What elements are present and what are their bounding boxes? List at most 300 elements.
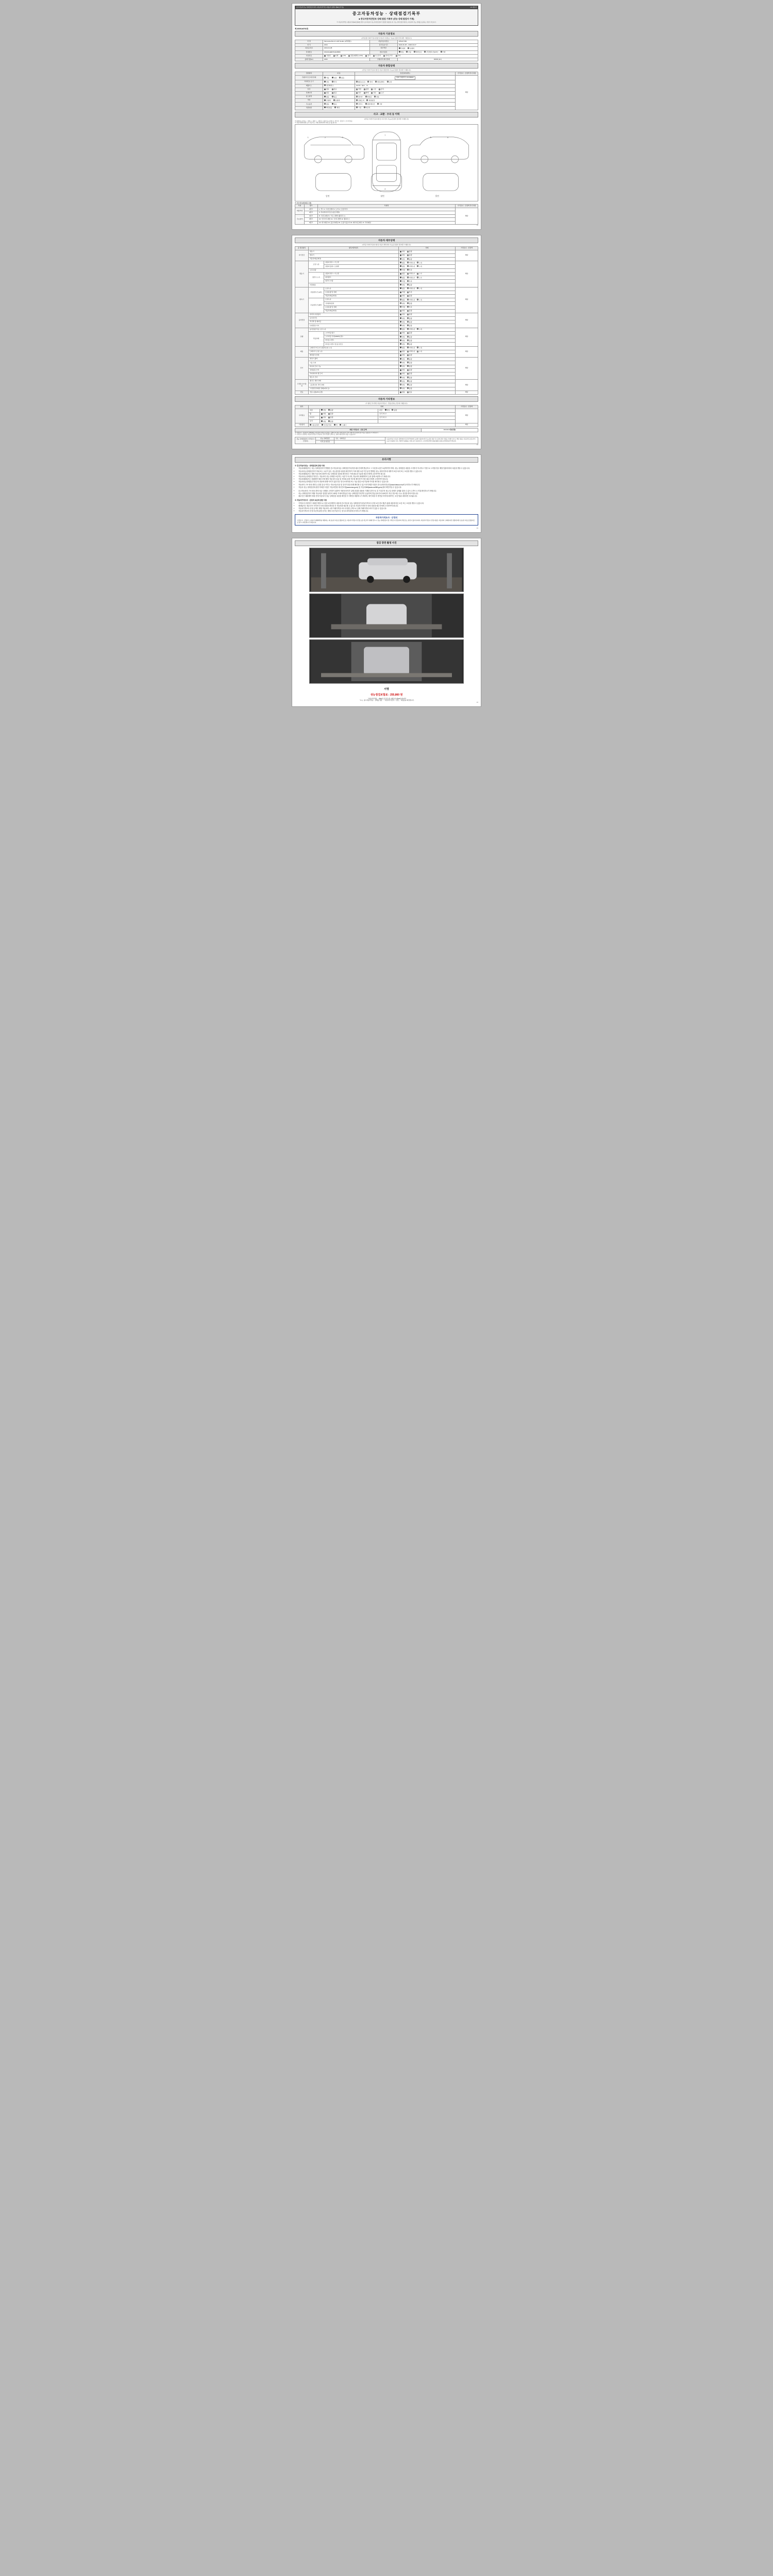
page-footer-3: 3/4 [476, 527, 478, 529]
opt-bad[interactable]: 불량 [392, 409, 397, 411]
opt-corrosion[interactable]: 부식 [332, 81, 337, 83]
opt-good[interactable]: 양호 [400, 372, 405, 375]
opt-ok[interactable]: 적정 [400, 280, 405, 282]
table-row [295, 353, 478, 357]
opt-bad[interactable]: 불량 [407, 377, 412, 379]
detail-opts-1-0 [399, 261, 456, 265]
detail-item-0-1: 변속기 [309, 253, 399, 257]
detail-opts-1-6 [399, 283, 456, 287]
inspection-photo-2 [309, 594, 464, 638]
page-footer-2: 2/4 [476, 444, 478, 446]
basic-items-checks [309, 423, 456, 427]
opt-good[interactable]: 양호 [321, 409, 326, 411]
opt-yes[interactable]: 있음 [332, 88, 337, 90]
opt-good[interactable]: 양호 [400, 284, 405, 286]
section-accident-title: 사고 · 교환 · 수리 등 이력 [295, 112, 478, 117]
opt-modified[interactable]: 변조(변타) [375, 81, 384, 83]
opt-good[interactable]: 양호 [400, 369, 405, 371]
opt-micro[interactable]: 미세누유 [407, 299, 415, 301]
table-row [295, 298, 478, 302]
list-item: • 매매업자는 매수인이 가격조사·산정 내용을 확인한 후 자동차를 매수할 수 있도록 자동차가격조사·산정 내용을 매수인에게 고지하여야 합니다. [298, 505, 478, 507]
overall-detail-1 [355, 80, 456, 84]
detail-item-5-2: 배력장치 상태 [309, 353, 399, 357]
opt-bad[interactable]: 불량 [407, 369, 412, 371]
detail-col-2: 상태 [399, 247, 456, 250]
other-opts-0 [320, 409, 378, 412]
opt-bad[interactable]: 불량 [407, 258, 412, 260]
detail-item-6-4: 라디에이터 팬 모터 [309, 372, 399, 376]
page-footer-1: 1/4 [476, 225, 478, 227]
opt-erased[interactable]: 도말 [387, 81, 392, 83]
opt-leak[interactable]: 누수 [417, 273, 422, 275]
guarantee-box [295, 514, 478, 526]
other-opts-1 [320, 412, 378, 416]
basic-label-color: 외부색상 [369, 47, 397, 50]
table-row [295, 283, 478, 287]
detail-opts-6-1 [399, 361, 456, 365]
table-row [295, 250, 478, 253]
opt-bad[interactable]: 불량 [407, 365, 412, 367]
opt-bad[interactable]: 불량 [407, 380, 412, 382]
opt-micro[interactable]: 미세누유 [407, 262, 415, 264]
opt-good[interactable]: 양호 [400, 343, 405, 345]
opt-rental[interactable]: 렌터카 [356, 96, 363, 98]
page-footer-4: 4/4 [476, 701, 478, 703]
opt-bad[interactable]: 불량 [328, 420, 333, 422]
section-accident-sub: (자격증 기재가격 통지사항 및 사고이력 / 성능을 점검한 경우에만 기재합니다) [364, 118, 409, 120]
opt-leak[interactable]: 누유 [417, 265, 422, 267]
opt-none[interactable]: 없음 [400, 328, 405, 330]
table-row [295, 50, 478, 54]
opt-bad[interactable]: 불량 [407, 358, 412, 360]
opt-different[interactable]: 상이 [367, 81, 373, 83]
detail-item-2-3: 수동변속기 (M/T) [309, 298, 324, 313]
trans-opt-3[interactable]: 무단변속기(CVT) [424, 51, 438, 53]
detail-sub-2-2: 작동상태(공회전) [324, 294, 399, 298]
mileage-value: 현재 주행거리 | 41,362km [395, 76, 415, 80]
detail-item-3-3: 디퍼렌셜 기어 [309, 324, 399, 328]
opt-good[interactable]: 양호 [400, 250, 405, 252]
svg-text:2: 2 [325, 135, 326, 139]
opt-good[interactable]: 양호 [400, 302, 405, 304]
basic-label2-1: 검사유효기간 [369, 43, 397, 46]
opt-leak[interactable]: 누유 [417, 287, 422, 290]
opt-yes[interactable]: 있음 [332, 103, 337, 105]
detail-item-1-0: 오일 누유 [309, 261, 324, 268]
document-page [0, 0, 773, 722]
opt-commercial[interactable]: 영업용 [365, 96, 372, 98]
opt-good[interactable]: 양호 [400, 362, 405, 364]
opt-low[interactable]: 부족 [407, 306, 412, 308]
accident-legend-2: ※ 차량 상태에 대한 표기 기준으로, 기재 위치에 따라 부위 표시를 합니다. [295, 122, 338, 124]
detail-opts-7-2 [399, 387, 456, 391]
opt-fire[interactable]: 화재 [364, 92, 369, 94]
opt-none[interactable]: 없음 [324, 96, 329, 98]
inspection-photo-3 [309, 639, 464, 684]
parts-col-3: 가격조사 · 산정액 특기사항 [456, 205, 478, 208]
overall-opts-2 [323, 84, 355, 88]
detail-item-0-2: 작동상태(공회전) [309, 258, 399, 261]
opt-good[interactable]: 양호 [400, 365, 405, 367]
basic-label-4: 사용연료 [295, 54, 323, 58]
opt-good[interactable]: 양호 [321, 420, 326, 422]
basic-info-table [295, 40, 478, 61]
detail-item-1-6: 커먼레일 [309, 283, 399, 287]
opt-na[interactable]: 해당없음 [324, 107, 332, 109]
trans-opt-1[interactable]: 수동 [406, 51, 411, 53]
opt-bad[interactable]: 불량 [328, 413, 333, 415]
opt-good[interactable]: 양호 [321, 416, 326, 418]
opt-bad[interactable]: 불량 [407, 387, 412, 389]
color-option-mono[interactable]: 무채색 [399, 47, 406, 49]
svg-text:1: 1 [307, 135, 309, 139]
basic-label2-5: 주행거리 계기상태 [369, 58, 397, 61]
opt-none[interactable]: 없음 [400, 277, 405, 279]
basic-value2-5: 00000 (km) [397, 58, 478, 61]
opt-good[interactable]: 양호 [400, 332, 405, 334]
detail-sub-1-0: 실린더 헤드 / 가스켓 [324, 261, 399, 265]
guarantee-title: 자동차가격조사 · 산정의 [375, 516, 398, 519]
fuel-opt-3[interactable]: 겸용(휘발유+LPG) [348, 55, 363, 57]
opt-applies[interactable]: 해당 [334, 107, 340, 109]
table-row [295, 423, 478, 427]
opt-good[interactable]: 양호 [400, 254, 405, 256]
opt-total-loss[interactable]: 전손 [371, 92, 376, 94]
parts-note: 해당 [456, 208, 478, 224]
table-row [295, 320, 478, 324]
detail-opts-2-1 [399, 291, 456, 294]
opt-good[interactable]: 양호 [400, 317, 405, 319]
opt-flood[interactable]: 침수 [356, 92, 361, 94]
overall-item-7: 주요옵션 [295, 103, 323, 106]
trans-opt-0[interactable]: 자동 [399, 51, 404, 53]
detail-opts-2-2 [399, 294, 456, 298]
opt-illegal[interactable]: 불법 [364, 88, 369, 90]
opt-bad[interactable]: 불량 [407, 340, 412, 342]
opt-micro[interactable]: 미세누유 [407, 287, 415, 290]
opt-good[interactable]: 양호 [324, 81, 329, 83]
trans-opt-2[interactable]: 세미오토 [414, 51, 422, 53]
color-option-chroma[interactable]: 유채색 [408, 47, 414, 49]
opt-unfixed[interactable]: 미조치 [364, 107, 371, 109]
opt-etc[interactable]: 기타 [377, 103, 382, 105]
detail-opts-2-3 [399, 298, 456, 302]
table-row [295, 58, 478, 61]
opt-government[interactable]: 관용 [374, 96, 379, 98]
opt-leak[interactable]: 누수 [417, 277, 422, 279]
opt-color-change[interactable]: 색상변경 [366, 99, 375, 101]
opt-good[interactable]: 양호 [400, 325, 405, 327]
opt-good[interactable]: 양호 [400, 358, 405, 360]
opt-good[interactable]: 양호 [400, 336, 405, 338]
other-blank-3 [378, 420, 456, 423]
inspector-row-val-0: 상호 : 대화정공 [334, 437, 385, 440]
detail-note-4: 해당 [456, 328, 478, 346]
opt-none[interactable]: 없음 [324, 92, 329, 94]
opt-legal[interactable]: 적법 [356, 88, 361, 90]
item-spanner[interactable]: 스패너 [340, 424, 346, 426]
emission-values: 0.07% . 5pm. . % [356, 84, 368, 87]
opt-good[interactable]: 양호 [400, 295, 405, 297]
parts-frame-2-b: 16. 패키지트레이 17. 리어패널 [350, 221, 371, 224]
sheet-page-2 [292, 235, 481, 449]
basic-value-5: 2000 [323, 58, 370, 61]
basic-value2-1: 2024-01-08 ~ 2026-01-07 [397, 43, 478, 46]
opt-bad[interactable]: 불량 [407, 343, 412, 345]
fuel-opt-2[interactable]: LPG [341, 55, 346, 57]
item-jack[interactable]: 잭 [334, 424, 338, 426]
opt-good[interactable]: 양호 [400, 377, 405, 379]
opt-good[interactable]: 양호 [400, 310, 405, 312]
section-other-title: 자동차 기타정보 [295, 396, 478, 402]
opt-bad[interactable]: 불량 [407, 336, 412, 338]
opt-leak[interactable]: 누유 [417, 262, 422, 264]
opt-micro[interactable]: 미세누수 [407, 273, 415, 275]
inspection-photo-1 [309, 548, 464, 592]
overall-detail-4 [355, 91, 456, 95]
other-label-3: 유리 [309, 420, 320, 423]
opt-good[interactable]: 양호 [321, 413, 326, 415]
overall-col-3: 가격조사 · 산정액 특기사항 [456, 72, 478, 75]
detail-opts-5-1 [399, 350, 456, 353]
opt-micro[interactable]: 미세누유 [407, 347, 415, 349]
table-row [295, 387, 478, 391]
opt-low[interactable]: 부족 [407, 269, 412, 271]
basic-label2-0: 자동차등록번호 [369, 40, 397, 43]
opt-good[interactable]: 양호 [400, 313, 405, 315]
list-item: • 자동차성능상태점검자가 허위 또는 오류가 있는 성능점검을 내용을 확인하여 이에 대한 보증기간 동안 발생한 성능·상태 하자에 대하여 보험 처리 또는 보상을 받을 수 있습니다. [298, 470, 478, 472]
opt-leak[interactable]: 누유 [417, 347, 422, 349]
detail-opts-1-1 [399, 265, 456, 268]
opt-bad[interactable]: 불량 [407, 310, 412, 312]
fuel-opt-5[interactable]: 수소전기 [373, 55, 381, 57]
opt-good[interactable]: 양호 [400, 384, 405, 386]
detail-opts-3-2 [399, 320, 456, 324]
overall-detail-2 [355, 84, 456, 88]
overall-opts-3 [323, 88, 355, 91]
opt-bad[interactable]: 불량 [328, 409, 333, 411]
trans-opt-4[interactable]: 기타 [441, 51, 446, 53]
opt-good[interactable]: 양호 [400, 354, 405, 356]
opt-low[interactable]: 부족 [407, 291, 412, 293]
opt-good[interactable]: 양호 [400, 387, 405, 389]
table-row [295, 324, 478, 328]
detail-item-6-0: 발전기 출력 [309, 358, 399, 361]
opt-structure[interactable]: 구조 [371, 88, 376, 90]
sheet-page-3 [292, 454, 481, 533]
opt-bad[interactable]: 불량 [407, 372, 412, 375]
detail-item-8-0: 연료누출(LPG포함) [309, 391, 399, 394]
detail-opts-5-2 [399, 353, 456, 357]
table-row [295, 75, 478, 80]
table-row [295, 358, 478, 361]
basic-label-0: 차 명 [295, 40, 323, 43]
parts-col-grade: 랭크 [305, 205, 318, 208]
overall-detail-3 [355, 88, 456, 91]
detail-opts-6-2 [399, 365, 456, 368]
overall-opts-7 [323, 103, 355, 106]
opt-ok[interactable]: 적정 [400, 306, 405, 308]
opt-theft[interactable]: 도난 [379, 92, 384, 94]
opt-none[interactable]: 없음 [324, 103, 329, 105]
opt-device[interactable]: 장치 [379, 88, 384, 90]
other-info-table [295, 405, 478, 427]
opt-bad[interactable]: 불량 [407, 325, 412, 327]
table-row [295, 95, 478, 99]
transmission-checks [397, 50, 478, 54]
opt-bad[interactable]: 불량 [407, 362, 412, 364]
opt-ok[interactable]: 적정 [400, 269, 405, 271]
table-row [295, 409, 478, 412]
detail-opts-4-2 [399, 335, 456, 339]
other-opts-3 [320, 420, 378, 423]
item-manual[interactable]: 사용설명서 [310, 424, 320, 426]
opt-leak[interactable]: 누유 [417, 328, 422, 330]
opt-micro[interactable]: 미세누수 [407, 277, 415, 279]
fuel-opt-7[interactable]: 기타 [396, 55, 401, 57]
opt-good[interactable]: 양호 [400, 321, 405, 323]
topbar-left-text: 중고자동차성능·상태점검기록부 (자동차관리법 시행규칙 [별지 제82호서식]) [296, 6, 344, 8]
parts-label-frame: 주요골격 [295, 214, 305, 224]
table-row [295, 88, 478, 91]
opt-yes[interactable]: 있음 [407, 391, 412, 393]
detail-note-5: 해당 [456, 346, 478, 358]
parts-frame-1: 10. 인사이드패널 11. 사이드멤버 12. 휠하우스 [318, 218, 456, 221]
detail-item-0-0: 원동기 [309, 250, 399, 253]
other-opts2-0 [378, 409, 456, 412]
inspector-table [295, 437, 478, 444]
detail-group-fuel: 연료 [295, 391, 309, 394]
parts-outer-0: 1. 후드 2. 프론트펜더 3. 도어 4. 트렁크리드 [318, 208, 456, 211]
opt-good[interactable]: 양호 [385, 409, 390, 411]
opt-bad[interactable]: 불량 [328, 416, 333, 418]
opt-none[interactable]: 없음 [400, 287, 405, 290]
opt-none[interactable]: 없음 [400, 350, 405, 352]
list-item: • 자동차성능상태점검기록부의 내용에 대해 이의가 있을 경우 한국소비자원 또는 성능점검 보증기관에 이의를 제기할 수 있습니다. [298, 481, 478, 483]
opt-none[interactable]: 없음 [400, 347, 405, 349]
opt-yes[interactable]: 있음 [332, 96, 337, 98]
detail-sub-4-3: 타이로드엔드 [324, 339, 399, 343]
opt-full-paint[interactable]: 전체도색 [356, 99, 364, 101]
svg-text:4: 4 [384, 187, 386, 190]
opt-none[interactable]: 없음 [400, 262, 405, 264]
opt-yes[interactable]: 있음 [332, 92, 337, 94]
opt-bad[interactable]: 불량 [407, 332, 412, 334]
fuel-opt-6[interactable]: 하이브리드 [383, 55, 393, 57]
opt-leak[interactable]: 누유 [417, 350, 422, 352]
opt-micro[interactable]: 미세누유 [407, 328, 415, 330]
detail-opts-4-4 [399, 343, 456, 346]
opt-many[interactable]: 많음 [339, 77, 344, 79]
detail-group-trans: 변속기 [295, 287, 309, 313]
opt-bad[interactable]: 불량 [407, 254, 412, 256]
basic-items-label: 기본품목 [295, 423, 309, 427]
opt-normal[interactable]: 보통 [332, 77, 337, 79]
detail-note-7: 해당 [456, 380, 478, 391]
table-row [295, 103, 478, 106]
opt-none[interactable]: 없음 [324, 88, 329, 90]
diagram-svg [295, 125, 478, 201]
opt-good[interactable]: 양호 [400, 380, 405, 382]
opt-bad[interactable]: 불량 [407, 317, 412, 319]
opt-none[interactable]: 없음 [400, 273, 405, 275]
opt-few[interactable]: 적음 [324, 77, 329, 79]
fuel-opt-4[interactable]: 전기 [365, 55, 371, 57]
opt-mono[interactable]: 무채색 [324, 99, 331, 101]
opt-bad[interactable]: 불량 [407, 295, 412, 297]
opt-fixed[interactable]: 시정 [356, 107, 361, 109]
opt-bad[interactable]: 불량 [407, 313, 412, 315]
opt-leak[interactable]: 누유 [417, 299, 422, 301]
opt-good[interactable]: 양호 [400, 258, 405, 260]
opt-none[interactable]: 없음 [400, 299, 405, 301]
table-row [295, 47, 478, 50]
opt-navigation[interactable]: 내비게이션 [365, 103, 375, 105]
table-row [295, 383, 478, 387]
opt-bad[interactable]: 불량 [407, 321, 412, 323]
table-row [295, 261, 478, 265]
opt-co[interactable]: 일산화탄소 [324, 84, 334, 87]
opt-ok[interactable]: 적정 [400, 291, 405, 293]
detail-item-1-2: 오일 유량 [309, 268, 399, 272]
opt-none[interactable]: 없음 [400, 265, 405, 267]
other-group-label: 수리필요 [295, 409, 309, 423]
opt-bad[interactable]: 불량 [407, 384, 412, 386]
photo-section-title: 점검 장면 촬영 사진 [295, 540, 478, 546]
opt-bad[interactable]: 불량 [407, 284, 412, 286]
detail-opts-4-3 [399, 339, 456, 343]
accident-parts-table [295, 204, 478, 225]
photo-footer-1: 「자동차관리법」 제58조 및 같은 법 시행규칙 제120조에 따라 [367, 697, 406, 700]
item-triangle[interactable]: 안전삼각대 [322, 424, 331, 426]
detail-sub-1-5: 냉각수 수량 [324, 280, 399, 283]
opt-micro[interactable]: 미세누유 [407, 265, 415, 267]
detail-col-1: 항목/세부항목 [309, 247, 399, 250]
opt-bad[interactable]: 불량 [407, 302, 412, 304]
overall-table [295, 72, 478, 110]
opt-bad[interactable]: 불량 [407, 250, 412, 252]
insurance-fee-label: 성능점검보험료 : [370, 693, 390, 697]
table-row [295, 365, 478, 368]
table-row [295, 272, 478, 276]
opt-low[interactable]: 부족 [407, 280, 412, 282]
opt-good[interactable]: 양호 [400, 340, 405, 342]
other-col-0: 항목 [295, 405, 309, 409]
opt-chroma[interactable]: 유채색 [333, 99, 340, 101]
opt-sunroof[interactable]: 선루프 [356, 103, 363, 105]
basic-label-1: 연 식 [295, 43, 323, 46]
detail-opts-2-6 [399, 309, 456, 313]
opt-micro[interactable]: 미세누유 [407, 350, 415, 352]
overall-item-1: 차대번호 표기 [295, 80, 323, 84]
detail-opts-1-3 [399, 272, 456, 276]
opt-damage[interactable]: 훼손(오손) [356, 81, 365, 83]
fuel-opt-1[interactable]: 디젤 [333, 55, 339, 57]
opt-bad[interactable]: 불량 [407, 354, 412, 356]
table-row [295, 84, 478, 88]
opt-none[interactable]: 없음 [400, 391, 405, 393]
parts-grade-1: 2랭크 [305, 211, 318, 214]
svg-text:5: 5 [430, 135, 431, 139]
list-item: • 자동차가격조사·산정 보증에 관한 문의는 해당 보증기관 또는 한국소비자원에 문의하시기 바랍니다. [298, 510, 478, 512]
table-row [295, 391, 478, 394]
table-row [295, 350, 478, 353]
fuel-opt-0[interactable]: 가솔린 [324, 55, 331, 57]
basic-label2-3: 변속기종류 [369, 50, 397, 54]
detail-note-2: 해당 [456, 287, 478, 313]
table-row [295, 416, 478, 419]
detail-sub-1-1: 실린더 블록 / 오일팬 [324, 265, 399, 268]
